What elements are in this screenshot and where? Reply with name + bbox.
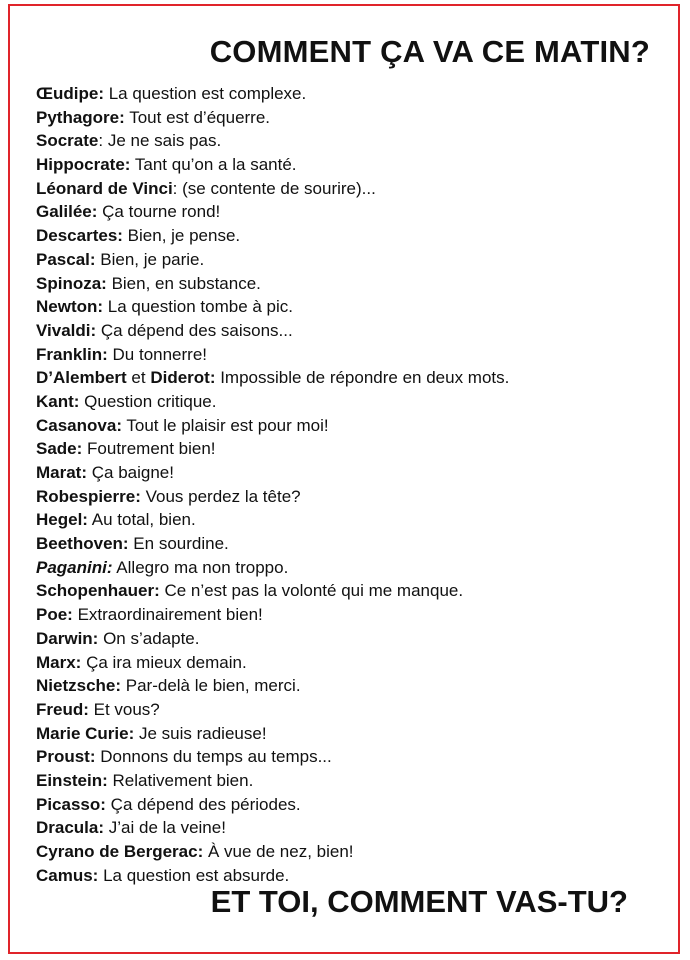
speaker-name: Marat: — [36, 463, 88, 482]
speaker-name: Œudipe: — [36, 84, 104, 103]
speaker-name: Casanova: — [36, 415, 122, 435]
quote-line — [36, 627, 666, 651]
footer-question: ET TOI, COMMENT VAS-TU? — [210, 884, 628, 919]
quote-line — [36, 414, 666, 438]
quote-text: Ça dépend des périodes. — [105, 794, 301, 814]
quote-line — [36, 556, 666, 580]
quote-text: Ça ira mieux demain. — [81, 652, 247, 672]
quote-line — [36, 106, 666, 130]
quote-text: Ça dépend des saisons... — [96, 320, 293, 340]
speaker-name: Hippocrate: — [36, 155, 131, 175]
quote-line — [36, 177, 666, 201]
speaker-name: Galilée: — [36, 202, 98, 222]
quote-text: Tout est d’équerre. — [124, 107, 271, 127]
speaker-name: Diderot: — [150, 368, 216, 388]
speaker-name: Franklin: — [36, 344, 108, 364]
quote-line — [36, 248, 666, 272]
speaker-name: Léonard de Vinci — [36, 178, 173, 198]
quote-line — [36, 82, 666, 106]
speaker-name: Poe: — [36, 605, 73, 625]
quote-line — [36, 319, 666, 343]
quote-text: Ce n’est pas la volonté qui me manque. — [159, 581, 464, 601]
quote-text: À vue de nez, bien! — [203, 842, 354, 861]
quote-line — [36, 508, 666, 532]
quote-line — [36, 722, 666, 746]
speaker-name: Robespierre: — [36, 486, 141, 506]
speaker-name: Darwin: — [36, 628, 99, 648]
speaker-name: Kant: — [36, 391, 80, 411]
quote-line — [36, 793, 666, 817]
quote-line — [36, 698, 666, 722]
speaker-name: Schopenhauer: — [36, 581, 160, 601]
speaker-name: Socrate — [36, 131, 99, 151]
quote-line — [36, 769, 666, 793]
page-title: COMMENT ÇA VA CE MATIN? — [209, 34, 650, 69]
speaker-name: Pythagore: — [36, 107, 125, 127]
quote-text: Du tonnerre! — [107, 344, 208, 364]
speaker-name: Descartes: — [36, 226, 123, 246]
quote-line — [36, 461, 666, 485]
quote-text: : (se contente de sourire)... — [172, 178, 376, 198]
quote-line — [36, 651, 666, 675]
quote-text: Ça baigne! — [87, 463, 174, 482]
quote-line — [36, 224, 666, 248]
quote-text: J’ai de la veine! — [104, 818, 226, 838]
quote-line — [36, 603, 666, 627]
speaker-name: Einstein: — [36, 770, 108, 790]
quote-line — [36, 816, 666, 840]
quote-text: Au total, bien. — [87, 510, 196, 530]
quote-line — [36, 200, 666, 224]
quote-line — [36, 532, 666, 556]
speaker-name: Cyrano de Bergerac: — [36, 842, 204, 861]
quote-text: Donnons du temps au temps... — [95, 747, 332, 767]
speaker-name: Camus: — [36, 865, 99, 885]
quote-text: Question critique. — [79, 391, 217, 411]
speaker-name: Dracula: — [36, 818, 105, 838]
quote-line — [36, 366, 666, 390]
quote-text: On s’adapte. — [98, 628, 200, 648]
quote-text: Je suis radieuse! — [134, 723, 267, 743]
quote-list — [36, 82, 666, 887]
quote-line — [36, 674, 666, 698]
speaker-name: Proust: — [36, 747, 96, 767]
speaker-name: Nietzsche: — [36, 676, 122, 696]
quote-text: Tout le plaisir est pour moi! — [121, 415, 329, 435]
quote-text: La question est absurde. — [98, 865, 290, 885]
speaker-name: Freud: — [36, 699, 89, 719]
quote-text: Bien, je pense. — [122, 226, 241, 246]
quote-text: En sourdine. — [128, 534, 229, 554]
quote-text: Allegro ma non troppo. — [112, 557, 289, 577]
quote-text: Par-delà le bien, merci. — [121, 676, 301, 696]
quote-text: Extraordinairement bien! — [72, 605, 263, 625]
speaker-name: Marie Curie: — [36, 723, 135, 743]
quote-line — [36, 579, 666, 603]
speaker-name: Picasso: — [36, 794, 106, 814]
quote-text: Impossible de répondre en deux mots. — [215, 368, 510, 388]
quote-text: : Je ne sais pas. — [98, 131, 222, 151]
quote-text: Tant qu’on a la santé. — [130, 155, 297, 175]
quote-text: Bien, je parie. — [95, 249, 205, 269]
speaker-name: D’Alembert — [36, 368, 127, 388]
quote-text: La question est complexe. — [104, 84, 307, 103]
quote-text: Ça tourne rond! — [97, 202, 221, 222]
speaker-name: Hegel: — [36, 510, 88, 530]
quote-line — [36, 745, 666, 769]
quote-line — [36, 390, 666, 414]
speaker-name: Vivaldi: — [36, 320, 97, 340]
quote-line — [36, 485, 666, 509]
quote-text: Bien, en substance. — [106, 273, 261, 293]
speaker-name: Newton: — [36, 297, 104, 317]
quote-text: La question tombe à pic. — [103, 297, 294, 317]
speaker-name: Pascal: — [36, 249, 96, 269]
quote-line — [36, 840, 666, 864]
speaker-name: Marx: — [36, 652, 82, 672]
quote-text: Vous perdez la tête? — [140, 486, 301, 506]
quote-line — [36, 153, 666, 177]
speaker-name: Spinoza: — [36, 273, 107, 293]
quote-text: Et vous? — [88, 699, 160, 719]
speaker-name: Beethoven: — [36, 534, 129, 554]
quote-line — [36, 437, 666, 461]
quote-line — [36, 129, 666, 153]
page-frame — [8, 4, 680, 954]
speaker-name: Paganini: — [36, 557, 113, 577]
quote-line — [36, 343, 666, 367]
speaker-name: Sade: — [36, 439, 83, 459]
speaker-conjunction: et — [126, 368, 151, 388]
quote-line — [36, 272, 666, 296]
quote-line — [36, 295, 666, 319]
quote-text: Relativement bien. — [107, 770, 254, 790]
quote-text: Foutrement bien! — [82, 439, 216, 459]
